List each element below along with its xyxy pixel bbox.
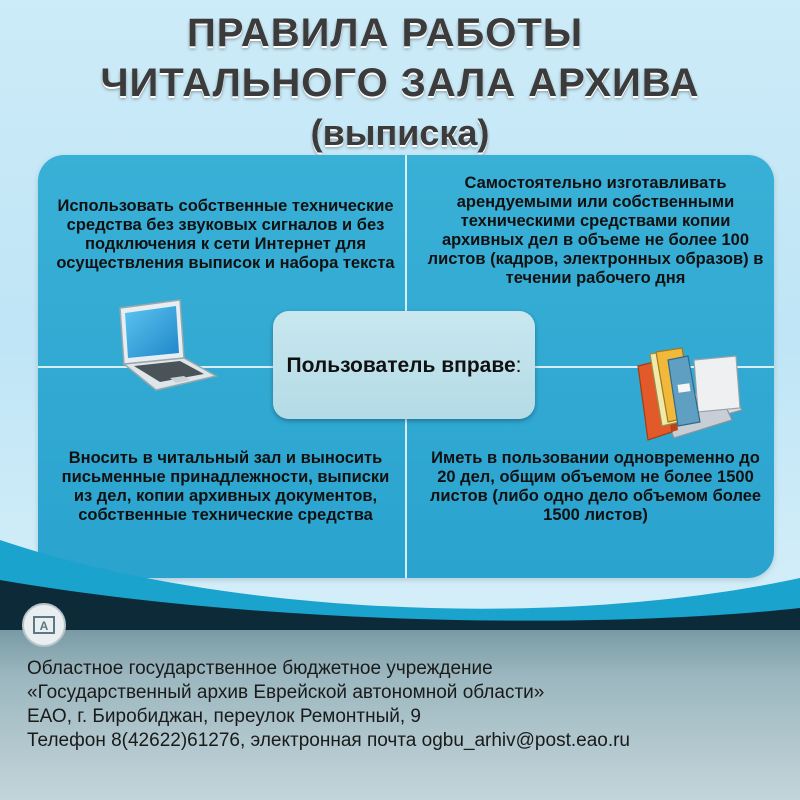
footer-line-4[interactable]: Телефон 8(42622)61276, электронная почта ogbu_arhiv@post.eao.ru xyxy=(27,730,630,751)
footer-line-2: «Государственный архив Еврейской автономной области» xyxy=(27,682,545,703)
decorative-wave xyxy=(0,520,800,630)
footer-line-1: Областное государственное бюджетное учреждение xyxy=(27,658,493,679)
center-label: Пользователь вправе xyxy=(286,353,516,377)
page-title xyxy=(0,8,800,158)
rule-top-left: Использовать собственные технические средства без звуковых сигналов и без подключения к сети Интернет для осуществления выписок и набора текста xyxy=(56,197,395,272)
rule-bottom-left: Вносить в читальный зал и выносить письменные принадлежности, выписки из дел, копии архивных документов, собственные технические средства xyxy=(61,449,390,524)
rule-bottom-right: Иметь в пользовании одновременно до 20 дел, общим объемом не более 1500 листов (либо одно дело объемом более 1500 листов) xyxy=(429,449,762,524)
footer-line-3: ЕАО, г. Биробиджан, переулок Ремонтный, 9 xyxy=(27,706,421,727)
laptop-icon xyxy=(112,298,218,394)
logo-letter: А xyxy=(39,619,49,633)
archive-logo-icon xyxy=(22,603,66,647)
title-line-1: ПРАВИЛА РАБОТЫ xyxy=(186,11,583,55)
user-rights-box xyxy=(273,311,535,419)
title-line-2: ЧИТАЛЬНОГО ЗАЛА АРХИВА xyxy=(100,61,700,105)
title-subtitle: (выписка) xyxy=(310,112,490,153)
rule-top-right: Самостоятельно изготавливать арендуемыми или собственными техническими средствами копии архивных дел в объеме не более 100 листов (кадров, электронных образов) в течении рабочего дня xyxy=(427,174,764,287)
center-colon: : xyxy=(515,353,522,377)
organization-info xyxy=(27,657,787,753)
books-folders-icon xyxy=(632,346,744,452)
